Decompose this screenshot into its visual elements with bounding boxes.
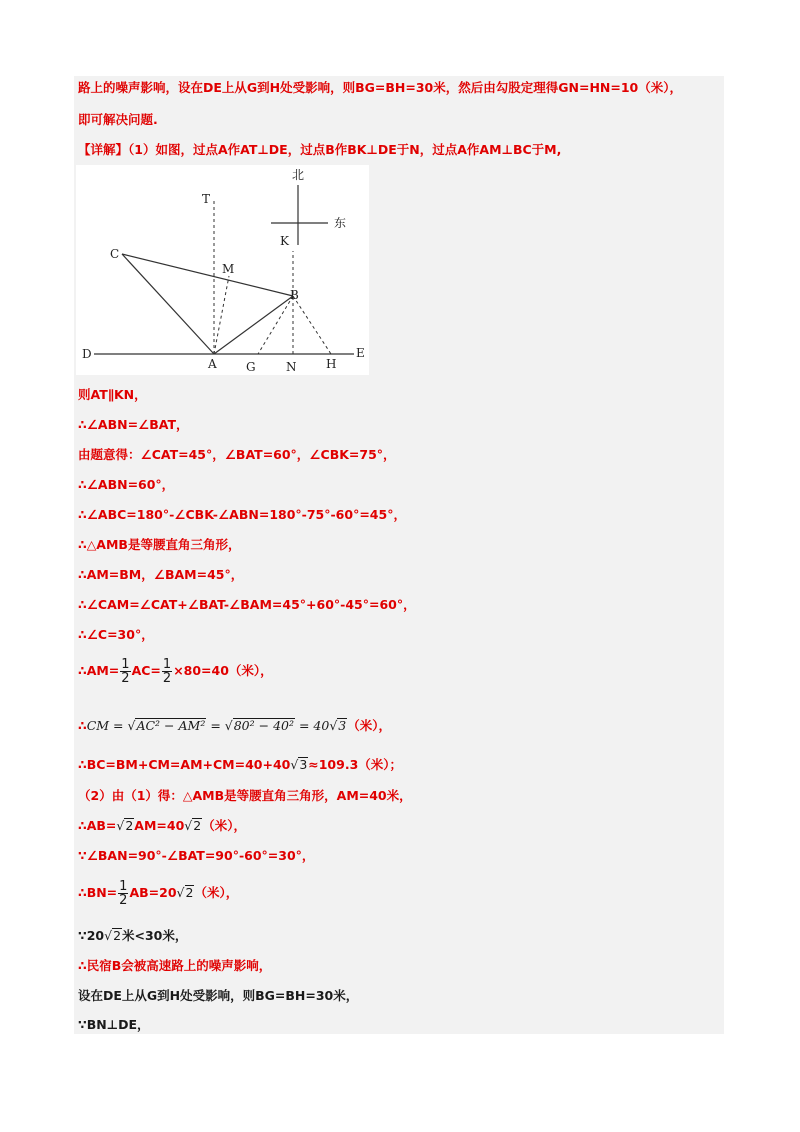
label-d: D: [82, 347, 92, 361]
line-am: [214, 276, 229, 354]
text-line-10: ∴AM=BM，∠BAM=45°，: [78, 567, 244, 582]
label-k: K: [280, 234, 289, 248]
label-t: T: [202, 192, 211, 206]
text-line-6: 由题意得：∠CAT=45°，∠BAT=60°，∠CBK=75°，: [78, 447, 396, 462]
formula-bn: ∴BN= $\frac{1}{2}$ AB=20√2（米），: [78, 879, 239, 908]
label-h: H: [326, 357, 337, 371]
text-line-1: 路上的噪声影响，设在DE上从G到H处受影响，则BG=BH=30米，然后由勾股定理得GN=HN=10（米），: [78, 80, 682, 95]
text-line-12: ∴∠C=30°，: [78, 627, 154, 642]
line-bh: [293, 296, 331, 354]
formula-bc: ∴BC=BM+CM=AM+CM=40+40√3≈109.3（米）；: [78, 757, 403, 772]
label-e: E: [356, 346, 365, 360]
label-g: G: [246, 360, 256, 374]
text-line-3: 【详解】（1）如图，过点A作AT⊥DE，过点B作BK⊥DE于N，过点A作AM⊥BC于M,: [78, 142, 562, 157]
formula-ab: ∴AB=√2AM=40√2（米），: [78, 818, 246, 833]
text-line-8: ∴∠ABC=180°-∠CBK-∠ABN=180°-75°-60°=45°，: [78, 507, 406, 522]
text-line-15: ∴民宿B会被高速路上的噪声影响，: [78, 958, 272, 973]
text-line-11: ∴∠CAM=∠CAT+∠BAT-∠BAM=45°+60°-45°=60°，: [78, 597, 416, 612]
text-line-13: （2）由（1）得：△AMB是等腰直角三角形，AM=40米，: [78, 788, 412, 803]
formula-am: ∴AM= $\frac{1}{2}$ AC= $\frac{1}{2}$ ×80=40（米），: [78, 657, 273, 686]
text-line-2: 即可解决问题.: [78, 112, 158, 127]
line-ab: [214, 296, 293, 354]
text-line-14: ∵∠BAN=90°-∠BAT=90°-60°=30°，: [78, 848, 315, 863]
text-line-17: ∵BN⊥DE，: [78, 1017, 150, 1032]
east-label: 东: [334, 216, 347, 230]
label-c: C: [110, 247, 120, 261]
north-label: 北: [292, 168, 305, 182]
label-a: A: [208, 357, 217, 371]
text-line-5: ∴∠ABN=∠BAT，: [78, 417, 189, 432]
text-line-16: 设在DE上从G到H处受影响，则BG=BH=30米，: [78, 988, 359, 1003]
label-n: N: [286, 360, 297, 374]
text-line-4: 则AT∥KN，: [78, 387, 147, 402]
label-m: M: [222, 262, 235, 276]
formula-cm: ∴CM = √AC² − AM² = √80² − 40² = 40√3（米），: [78, 718, 392, 733]
text-line-7: ∴∠ABN=60°，: [78, 477, 175, 492]
line-cb: [122, 254, 293, 296]
formula-compare: ∵20√2米<30米，: [78, 928, 188, 943]
line-ca: [122, 254, 214, 354]
line-bg: [258, 296, 293, 354]
label-b: B: [290, 288, 299, 302]
geometry-diagram: [76, 165, 369, 375]
text-line-9: ∴△AMB是等腰直角三角形，: [78, 537, 241, 552]
